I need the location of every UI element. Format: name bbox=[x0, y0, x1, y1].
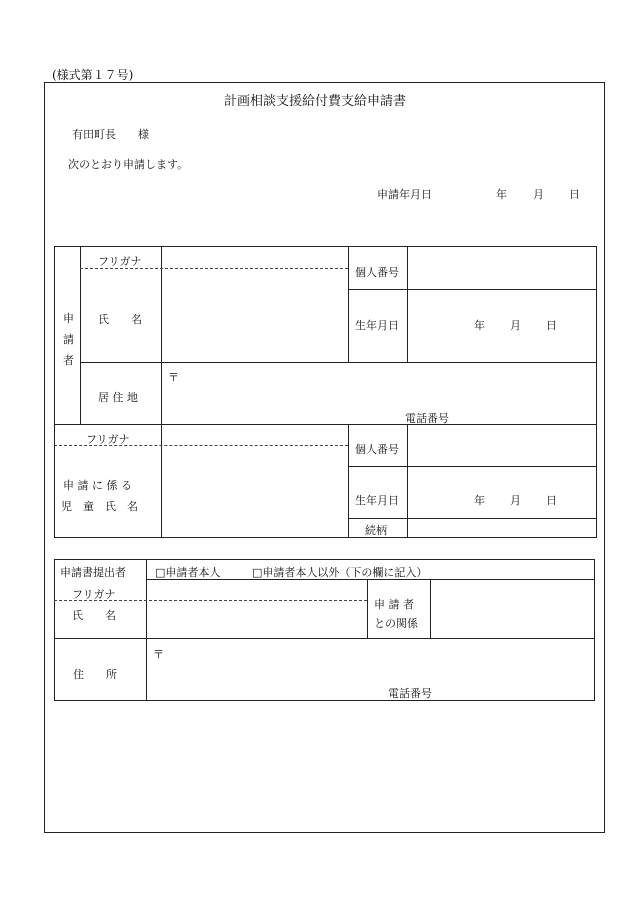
applicant-furigana-label: フリガナ bbox=[98, 255, 142, 268]
applicant-label-3: 者 bbox=[63, 354, 74, 367]
applicant-birth-month: 月 bbox=[510, 319, 521, 332]
intro-text: 次のとおり申請します。 bbox=[68, 158, 189, 171]
child-birth-month: 月 bbox=[510, 494, 521, 507]
applicant-label-2: 請 bbox=[63, 333, 74, 346]
applicant-address-label: 居 住 地 bbox=[98, 391, 138, 404]
child-furigana-label: フリガナ bbox=[86, 433, 130, 446]
applicant-phone-label: 電話番号 bbox=[405, 412, 449, 425]
submitter-postal-mark: 〒 bbox=[153, 648, 164, 661]
applicant-birth-day: 日 bbox=[546, 319, 557, 332]
submitter-option-self[interactable]: □申請者本人 bbox=[155, 566, 221, 579]
submitter-relation-label-2: との関係 bbox=[374, 617, 418, 630]
applicant-kojin-label: 個人番号 bbox=[355, 266, 399, 279]
applicant-postal-mark: 〒 bbox=[168, 371, 179, 384]
applicant-name-label: 氏 名 bbox=[98, 313, 142, 326]
submitter-name-label: 氏 名 bbox=[72, 609, 116, 622]
child-relation-label: 続柄 bbox=[365, 524, 387, 537]
child-kojin-label: 個人番号 bbox=[355, 443, 399, 456]
child-name-label-1: 申 請 に 係 る bbox=[63, 479, 132, 492]
submitter-phone-label: 電話番号 bbox=[388, 687, 432, 700]
submitter-option-other[interactable]: □申請者本人以外（下の欄に記入） bbox=[252, 566, 428, 579]
submitter-label: 申請書提出者 bbox=[60, 566, 126, 579]
submitter-relation-label-1: 申 請 者 bbox=[374, 598, 414, 611]
form-number: (様式第１７号) bbox=[52, 68, 134, 82]
addressee: 有田町長 様 bbox=[72, 128, 149, 141]
applicant-label-1: 申 bbox=[63, 312, 74, 325]
form-frame bbox=[44, 82, 605, 833]
applicant-birth-label: 生年月日 bbox=[355, 319, 399, 332]
child-birth-day: 日 bbox=[546, 494, 557, 507]
date-year: 年 bbox=[496, 188, 507, 201]
date-day: 日 bbox=[569, 188, 580, 201]
date-month: 月 bbox=[533, 188, 544, 201]
applicant-birth-year: 年 bbox=[474, 319, 485, 332]
submitter-address-label: 住 所 bbox=[73, 668, 117, 681]
date-label: 申請年月日 bbox=[377, 188, 432, 201]
submitter-furigana-label: フリガナ bbox=[72, 588, 116, 601]
child-birth-year: 年 bbox=[474, 494, 485, 507]
child-name-label-2: 児 童 氏 名 bbox=[61, 500, 138, 513]
form-title: 計画相談支援給付費支給申請書 bbox=[223, 94, 406, 109]
child-birth-label: 生年月日 bbox=[355, 494, 399, 507]
